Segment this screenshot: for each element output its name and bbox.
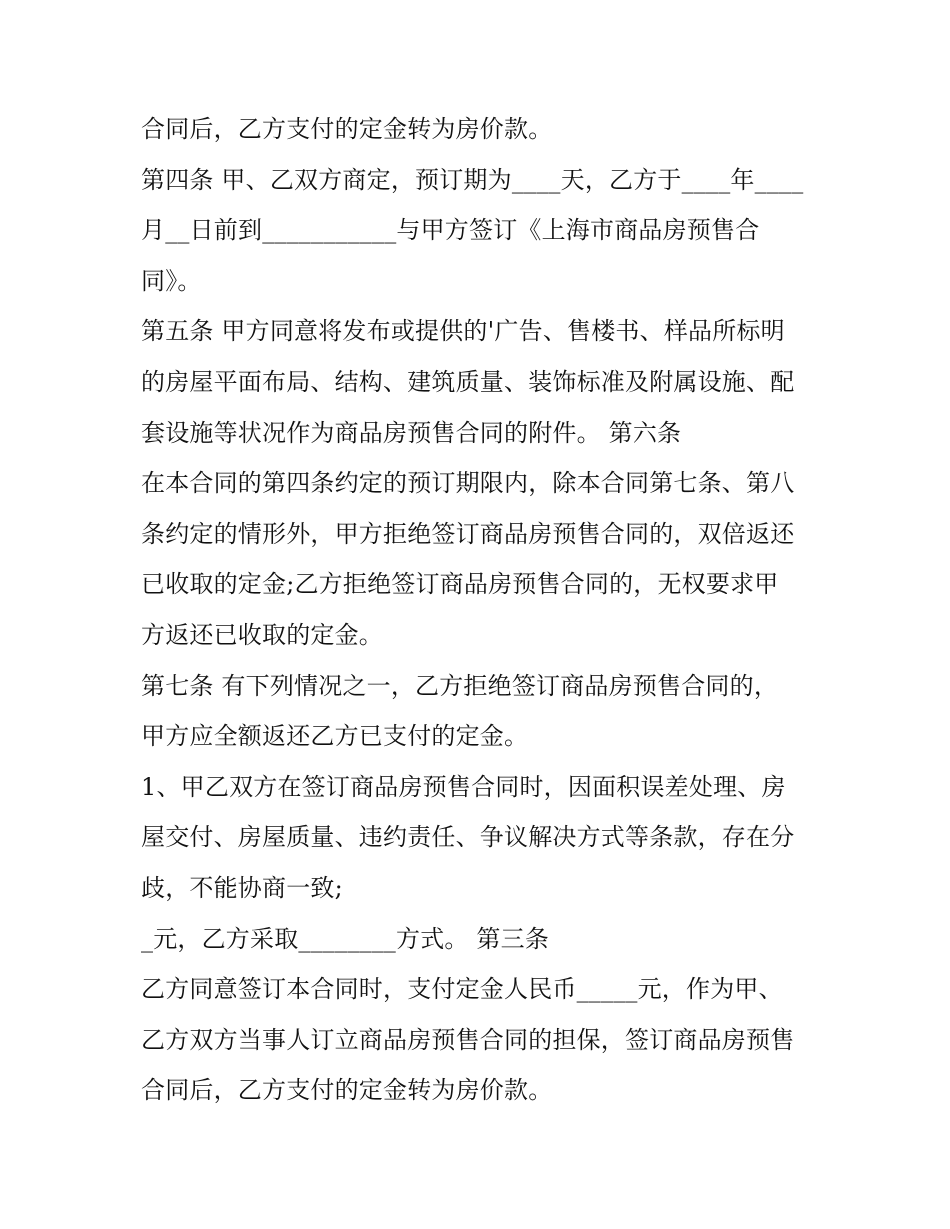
text-line: 月__日前到___________与甲方签订《上海市商品房预售合	[141, 216, 760, 245]
text-line: 甲方应全额返还乙方已支付的定金。	[141, 722, 529, 751]
text-line: 条约定的情形外，甲方拒绝签订商品房预售合同的，双倍返还	[141, 519, 795, 548]
text-line: 同》。	[141, 266, 202, 295]
text-line: 乙方双方当事人订立商品房预售合同的担保，签订商品房预售	[141, 1025, 795, 1054]
text-line: 方返还已收取的定金。	[141, 620, 383, 649]
text-line: 套设施等状况作为商品房预售合同的附件。 第六条	[141, 418, 682, 447]
text-line: 合同后，乙方支付的定金转为房价款。	[141, 115, 553, 143]
text-line: 屋交付、房屋质量、违约责任、争议解决方式等条款，存在分	[141, 823, 795, 852]
text-line: 第四条 甲、乙双方商定，预订期为____天，乙方于____年____	[141, 165, 804, 194]
text-line: 第五条 甲方同意将发布或提供的'广告、售楼书、样品所标明	[141, 317, 785, 346]
text-line: 第七条 有下列情况之一，乙方拒绝签订商品房预售合同的，	[141, 671, 779, 700]
text-line: 合同后，乙方支付的定金转为房价款。	[141, 1076, 553, 1105]
text-line: 已收取的定金;乙方拒绝签订商品房预售合同的，无权要求甲	[141, 570, 779, 599]
text-line: 在本合同的第四条约定的预订期限内，除本合同第七条、第八	[141, 469, 795, 498]
contract-text	[141, 104, 821, 1116]
text-line: 的房屋平面布局、结构、建筑质量、装饰标准及附属设施、配	[141, 367, 795, 396]
text-line: 乙方同意签订本合同时，支付定金人民币_____元，作为甲、	[141, 975, 783, 1004]
text-line: 1、甲乙双方在签订商品房预售合同时，因面积误差处理、房	[141, 772, 786, 801]
text-line: 歧，不能协商一致;	[141, 873, 343, 902]
text-line: _元，乙方采取________方式。 第三条	[141, 924, 550, 953]
